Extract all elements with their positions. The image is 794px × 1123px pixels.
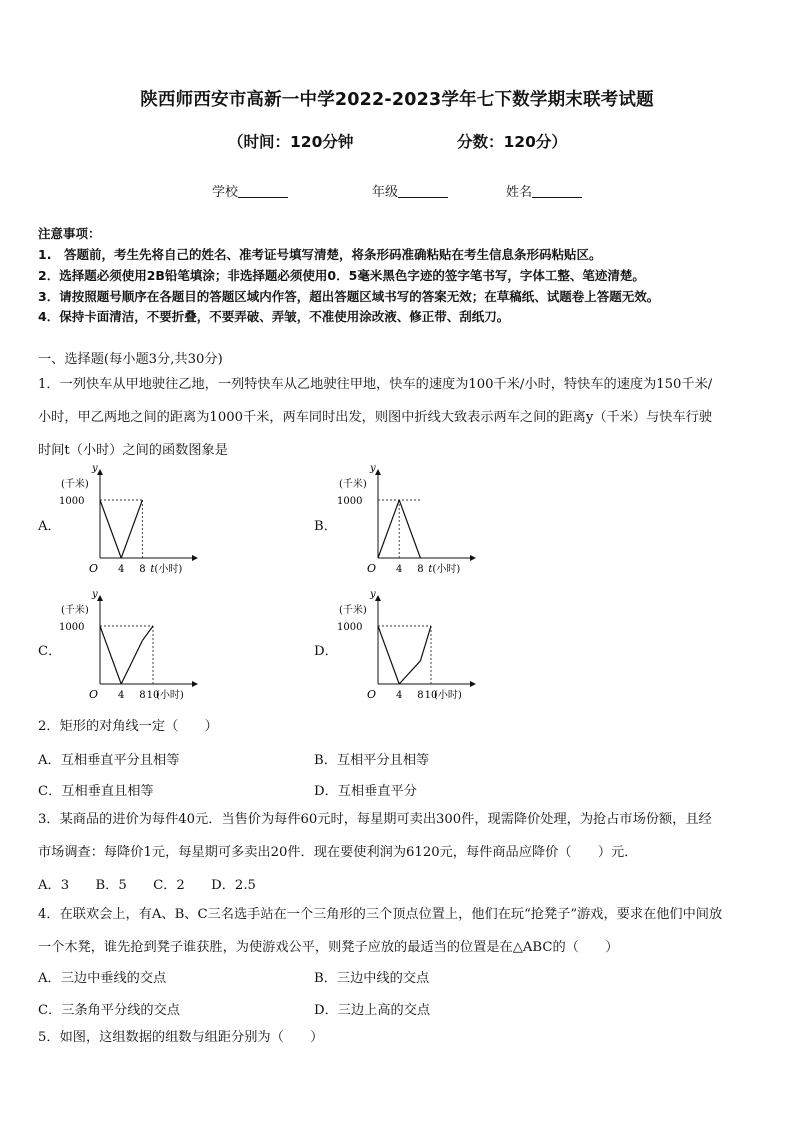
grade-blank[interactable] bbox=[398, 185, 448, 198]
t-axis-arrow bbox=[470, 555, 476, 561]
y-unit-label: (千米) bbox=[61, 605, 89, 616]
x-tick-label: 8 bbox=[139, 564, 146, 575]
question-4-option-a[interactable]: A．三边中垂线的交点 bbox=[38, 971, 167, 986]
graph-segment bbox=[399, 661, 420, 684]
question-3-line: 3．某商品的进价为每件40元．当售价为每件60元时，每星期可卖出300件，现需降价处理，为抢占市场份额，且经 bbox=[38, 812, 712, 827]
origin-label: O bbox=[89, 688, 99, 701]
x-tick-label: 4 bbox=[118, 690, 125, 701]
x-tick-label: 4 bbox=[118, 564, 125, 575]
question-1-line: 1．一列快车从甲地驶往乙地，一列特快车从乙地驶往甲地，快车的速度为100千米/小时，特快车的速度为150千米/ bbox=[38, 377, 713, 392]
graph-segment bbox=[378, 626, 399, 684]
origin-label: O bbox=[89, 562, 99, 575]
t-axis-arrow bbox=[470, 681, 476, 687]
question-4-option-c[interactable]: C．三条角平分线的交点 bbox=[38, 1003, 180, 1018]
t-axis-label: (小时) bbox=[434, 690, 462, 701]
option-a-label[interactable]: A． bbox=[38, 519, 61, 534]
graph-b bbox=[336, 458, 486, 582]
y-tick-label: 1000 bbox=[59, 496, 85, 507]
question-5-stem: 5．如图，这组数据的组数与组距分别为（ ） bbox=[38, 1030, 324, 1045]
notice-item: 4．保持卡面清洁，不要折叠，不要弄破、弄皱，不准使用涂改液、修正带、刮纸刀。 bbox=[38, 309, 510, 324]
t-axis-label: t(小时) bbox=[150, 564, 183, 575]
graph-segment bbox=[121, 500, 142, 558]
x-tick-label: 8 bbox=[417, 564, 424, 575]
graph-segment bbox=[100, 626, 121, 684]
y-axis-label: y bbox=[92, 463, 98, 474]
y-axis-arrow bbox=[375, 469, 381, 475]
y-axis-label: y bbox=[370, 463, 376, 474]
y-axis-arrow bbox=[375, 595, 381, 601]
question-1-line: 小时，甲乙两地之间的距离为1000千米，两车同时出发，则图中折线大致表示两车之间的距离y（千米）与快车行驶 bbox=[38, 410, 713, 425]
question-3-line: 市场调查：每降价1元，每星期可多卖出20件．现在要使利润为6120元，每件商品应降价（ ）元． bbox=[38, 845, 638, 860]
school-label: 学校 bbox=[212, 185, 239, 200]
graph-segment bbox=[121, 641, 142, 685]
graph-segment bbox=[378, 500, 399, 558]
notice-heading: 注意事项： bbox=[38, 226, 101, 241]
grade-field bbox=[372, 181, 448, 200]
question-1-stem bbox=[38, 368, 758, 467]
question-1-line: 时间t（小时）之间的函数图象是 bbox=[38, 443, 228, 458]
y-tick-label: 1000 bbox=[337, 496, 363, 507]
notice-item: 3．请按照题号顺序在各题目的答题区域内作答，超出答题区域书写的答案无效；在草稿纸、试题卷上答题无效。 bbox=[38, 289, 660, 304]
question-2-stem: 2．矩形的对角线一定（ ） bbox=[38, 719, 218, 734]
notice-item: 2．选择题必须使用2B铅笔填涂；非选择题必须使用0．5毫米黑色字迹的签字笔书写，字体工整、笔迹清楚。 bbox=[38, 268, 645, 283]
question-4-stem bbox=[38, 898, 758, 964]
y-tick-label: 1000 bbox=[337, 622, 363, 633]
x-tick-label: 4 bbox=[396, 564, 403, 575]
graph-a bbox=[58, 458, 208, 582]
origin-label: O bbox=[367, 688, 377, 701]
t-axis-arrow bbox=[192, 681, 198, 687]
school-blank[interactable] bbox=[238, 185, 288, 198]
question-4-option-d[interactable]: D．三边上高的交点 bbox=[314, 1003, 431, 1018]
grade-label: 年级 bbox=[372, 185, 399, 200]
y-unit-label: (千米) bbox=[61, 479, 89, 490]
graph-segment bbox=[399, 500, 420, 558]
question-2-option-c[interactable]: C．互相垂直且相等 bbox=[38, 784, 154, 799]
y-unit-label: (千米) bbox=[339, 479, 367, 490]
question-4-option-b[interactable]: B．三边中线的交点 bbox=[314, 971, 430, 986]
x-tick-label: 8 bbox=[139, 690, 146, 701]
question-3-options[interactable]: A．3 B．5 C．2 D．2.5 bbox=[38, 878, 256, 893]
question-4-line: 一个木凳，谁先抢到凳子谁获胜，为使游戏公平，则凳子应放的最适当的位置是在△ABC的（ ） bbox=[38, 940, 619, 955]
y-tick-label: 1000 bbox=[59, 622, 85, 633]
exam-time: （时间：120分钟 bbox=[228, 133, 354, 151]
notice-item: 1. 答题前，考生先将自己的姓名、准考证号填写清楚，将条形码准确粘贴在考生信息条形码粘贴区。 bbox=[38, 247, 602, 262]
x-tick-label: 10 bbox=[146, 690, 160, 701]
option-d-label[interactable]: D． bbox=[314, 644, 338, 659]
x-tick-label: 4 bbox=[396, 690, 403, 701]
graph-segment bbox=[420, 626, 431, 661]
t-axis-label: (小时) bbox=[156, 690, 184, 701]
x-tick-label: 10 bbox=[424, 690, 438, 701]
x-tick-label: 8 bbox=[417, 690, 424, 701]
name-blank[interactable] bbox=[532, 185, 582, 198]
graph-d bbox=[336, 584, 486, 708]
origin-label: O bbox=[367, 562, 377, 575]
graph-segment bbox=[142, 626, 153, 641]
t-axis-arrow bbox=[192, 555, 198, 561]
section-heading: 一、选择题(每小题3分,共30分) bbox=[38, 352, 223, 367]
y-axis-label: y bbox=[92, 589, 98, 600]
graph-segment bbox=[100, 500, 121, 558]
y-axis-label: y bbox=[370, 589, 376, 600]
question-3-stem bbox=[38, 803, 758, 869]
y-unit-label: (千米) bbox=[339, 605, 367, 616]
option-c-label[interactable]: C． bbox=[38, 644, 62, 659]
y-axis-arrow bbox=[97, 595, 103, 601]
name-field bbox=[506, 181, 582, 200]
exam-score: 分数：120分） bbox=[457, 133, 567, 151]
school-field bbox=[212, 181, 288, 200]
question-4-line: 4．在联欢会上，有A、B、C三名选手站在一个三角形的三个顶点位置上，他们在玩“抢凳子”游戏，要求在他们中间放 bbox=[38, 907, 723, 922]
y-axis-arrow bbox=[97, 469, 103, 475]
name-label: 姓名 bbox=[506, 185, 533, 200]
t-axis-label: t(小时) bbox=[428, 564, 461, 575]
question-2-option-b[interactable]: B．互相平分且相等 bbox=[314, 753, 430, 768]
option-b-label[interactable]: B． bbox=[314, 519, 337, 534]
graph-c bbox=[58, 584, 208, 708]
question-2-option-d[interactable]: D．互相垂直平分 bbox=[314, 784, 417, 799]
question-2-option-a[interactable]: A．互相垂直平分且相等 bbox=[38, 753, 180, 768]
page-title: 陕西师西安市高新一中学2022-2023学年七下数学期末联考试题 bbox=[140, 90, 654, 110]
